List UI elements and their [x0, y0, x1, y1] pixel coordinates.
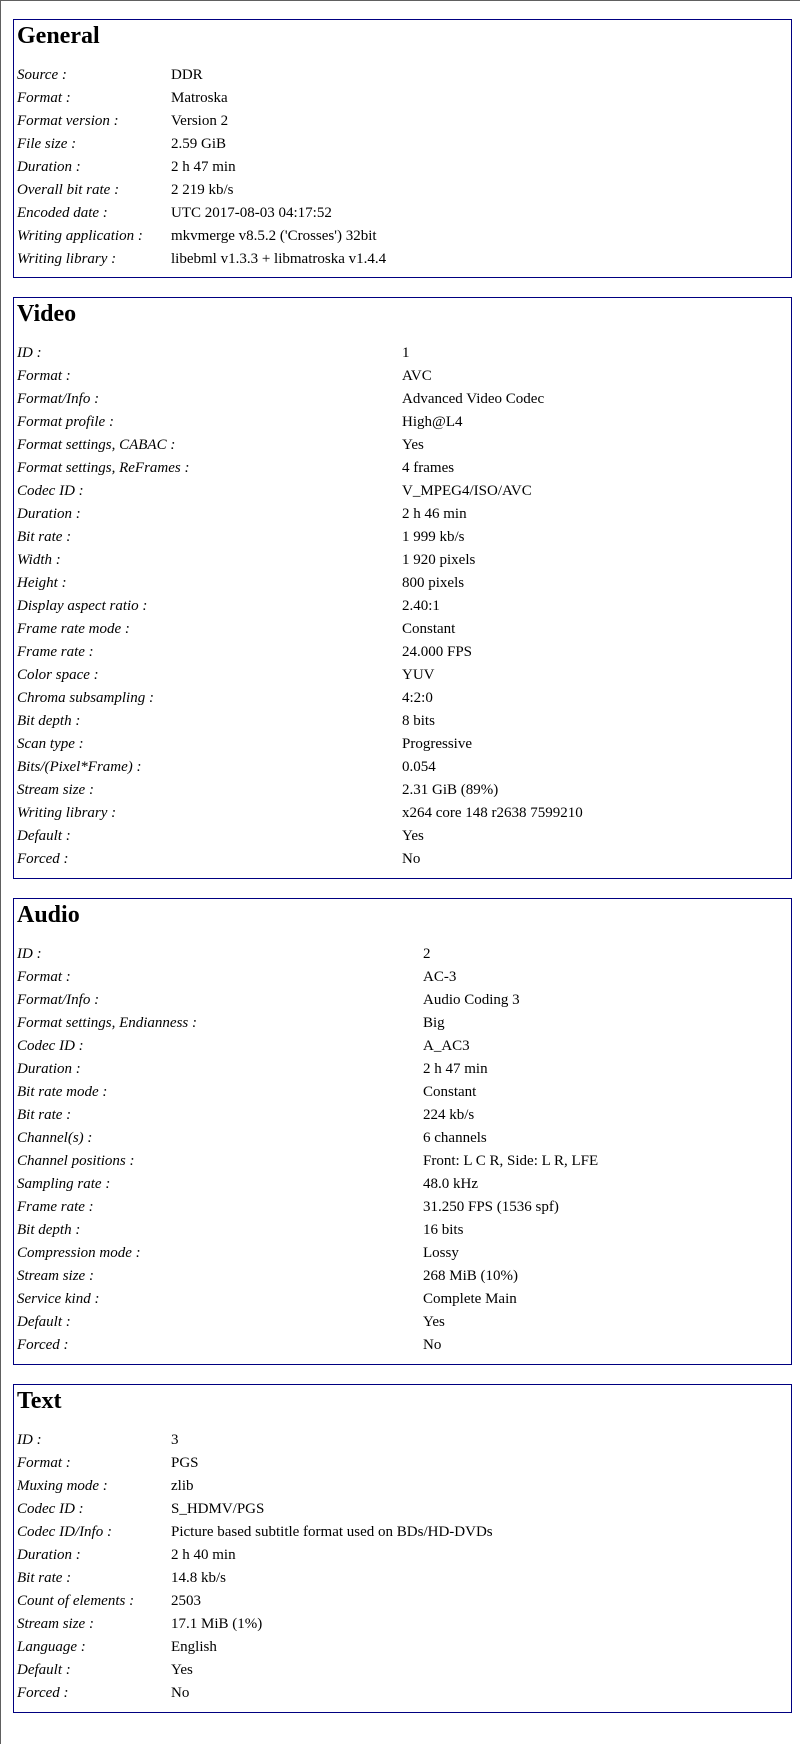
field-value: 6 channels: [423, 1130, 487, 1146]
field-label: Duration :: [17, 159, 81, 175]
general-info-row: [17, 87, 791, 110]
field-value: A_AC3: [423, 1038, 470, 1054]
field-label: ID :: [17, 1432, 42, 1448]
text-info-row: [17, 1613, 791, 1636]
field-value: Audio Coding 3: [423, 992, 520, 1008]
general-info-row: [17, 202, 791, 225]
field-label: Codec ID/Info :: [17, 1524, 112, 1540]
field-value: 4 frames: [402, 460, 455, 476]
field-label: Bit rate mode :: [17, 1084, 108, 1100]
field-value: Yes: [171, 1662, 193, 1678]
field-label: Codec ID :: [17, 483, 84, 499]
video-info-row: [17, 618, 791, 641]
field-value: 17.1 MiB (1%): [171, 1616, 263, 1632]
field-label: Duration :: [17, 1547, 81, 1563]
text-info-row: [17, 1498, 791, 1521]
field-value: 2.59 GiB: [171, 136, 227, 152]
field-value: Yes: [402, 437, 424, 453]
field-label: Duration :: [17, 1061, 81, 1077]
audio-info-row: [17, 1219, 791, 1242]
field-label: Format/Info :: [17, 391, 100, 407]
text-info-row: [17, 1636, 791, 1659]
audio-rows: [14, 931, 791, 1357]
video-info-row: [17, 595, 791, 618]
field-value: Constant: [423, 1084, 477, 1100]
text-rows: [14, 1417, 791, 1705]
field-value: 3: [171, 1432, 179, 1448]
field-label: Format :: [17, 969, 71, 985]
audio-info-row: [17, 1150, 791, 1173]
general-info-row: [17, 133, 791, 156]
audio-info-row: [17, 1012, 791, 1035]
field-label: Format settings, Endianness :: [17, 1015, 197, 1031]
field-label: Channel positions :: [17, 1153, 135, 1169]
field-label: Overall bit rate :: [17, 182, 120, 198]
field-value: 2 h 47 min: [171, 159, 236, 175]
field-value: No: [423, 1337, 442, 1353]
audio-info-row: [17, 1081, 791, 1104]
audio-info-row: [17, 1242, 791, 1265]
field-value: 2.31 GiB (89%): [402, 782, 499, 798]
field-value: Constant: [402, 621, 456, 637]
field-value: 2: [423, 946, 431, 962]
field-label: Count of elements :: [17, 1593, 135, 1609]
field-value: Version 2: [171, 113, 229, 129]
field-value: 1 999 kb/s: [402, 529, 465, 545]
field-label: Source :: [17, 67, 67, 83]
field-label: Forced :: [17, 1337, 69, 1353]
video-info-row: [17, 848, 791, 871]
video-info-row: [17, 365, 791, 388]
field-label: Stream size :: [17, 1616, 94, 1632]
field-label: Format :: [17, 1455, 71, 1471]
field-value: 268 MiB (10%): [423, 1268, 518, 1284]
field-value: YUV: [402, 667, 435, 683]
general-section: [13, 19, 792, 278]
video-info-row: [17, 733, 791, 756]
audio-section: [13, 898, 792, 1365]
video-info-row: [17, 664, 791, 687]
field-value: AVC: [402, 368, 432, 384]
field-value: zlib: [171, 1478, 194, 1494]
audio-info-row: [17, 1334, 791, 1357]
general-info-row: [17, 110, 791, 133]
general-info-row: [17, 248, 791, 271]
field-label: Bit depth :: [17, 713, 81, 729]
video-info-row: [17, 687, 791, 710]
field-value: x264 core 148 r2638 7599210: [402, 805, 583, 821]
field-label: Muxing mode :: [17, 1478, 108, 1494]
field-label: Duration :: [17, 506, 81, 522]
text-info-row: [17, 1475, 791, 1498]
video-rows: [14, 330, 791, 871]
field-value: 8 bits: [402, 713, 435, 729]
field-value: No: [402, 851, 421, 867]
field-value: Advanced Video Codec: [402, 391, 545, 407]
audio-info-row: [17, 989, 791, 1012]
field-label: Writing library :: [17, 805, 117, 821]
audio-info-row: [17, 1127, 791, 1150]
field-value: S_HDMV/PGS: [171, 1501, 265, 1517]
field-label: Frame rate :: [17, 644, 94, 660]
field-value: 0.054: [402, 759, 436, 775]
general-info-row: [17, 64, 791, 87]
field-label: Format settings, ReFrames :: [17, 460, 190, 476]
audio-title: Audio: [17, 902, 80, 928]
field-value: 24.000 FPS: [402, 644, 473, 660]
text-info-row: [17, 1682, 791, 1705]
field-label: Chroma subsampling :: [17, 690, 154, 706]
field-label: Format :: [17, 90, 71, 106]
field-label: Display aspect ratio :: [17, 598, 148, 614]
field-value: Picture based subtitle format used on BDs/HD-DVDs: [171, 1524, 493, 1540]
text-info-row: [17, 1590, 791, 1613]
field-value: 1: [402, 345, 410, 361]
audio-info-row: [17, 1311, 791, 1334]
field-value: 2 h 40 min: [171, 1547, 236, 1563]
field-value: UTC 2017-08-03 04:17:52: [171, 205, 332, 221]
field-value: Yes: [402, 828, 424, 844]
video-info-row: [17, 572, 791, 595]
video-info-row: [17, 411, 791, 434]
field-label: Service kind :: [17, 1291, 100, 1307]
video-info-row: [17, 503, 791, 526]
field-label: Forced :: [17, 1685, 69, 1701]
field-value: PGS: [171, 1455, 199, 1471]
general-info-row: [17, 179, 791, 202]
text-info-row: [17, 1659, 791, 1682]
audio-info-row: [17, 1288, 791, 1311]
video-info-row: [17, 457, 791, 480]
field-label: ID :: [17, 345, 42, 361]
field-value: 224 kb/s: [423, 1107, 475, 1123]
field-label: Writing library :: [17, 251, 117, 267]
field-label: Default :: [17, 828, 71, 844]
field-value: Progressive: [402, 736, 472, 752]
field-label: Stream size :: [17, 782, 94, 798]
field-value: 31.250 FPS (1536 spf): [423, 1199, 559, 1215]
field-value: Complete Main: [423, 1291, 517, 1307]
general-rows: [14, 52, 791, 271]
field-value: English: [171, 1639, 217, 1655]
video-info-row: [17, 388, 791, 411]
field-label: Language :: [17, 1639, 86, 1655]
field-value: 2.40:1: [402, 598, 440, 614]
field-value: AC-3: [423, 969, 457, 985]
field-label: Color space :: [17, 667, 99, 683]
field-value: Matroska: [171, 90, 228, 106]
field-value: V_MPEG4/ISO/AVC: [402, 483, 532, 499]
general-info-row: [17, 156, 791, 179]
field-value: 1 920 pixels: [402, 552, 476, 568]
field-label: Codec ID :: [17, 1501, 84, 1517]
audio-info-row: [17, 1173, 791, 1196]
text-title: Text: [17, 1388, 62, 1414]
field-label: Default :: [17, 1662, 71, 1678]
field-label: Frame rate :: [17, 1199, 94, 1215]
video-section: [13, 297, 792, 879]
field-value: 48.0 kHz: [423, 1176, 478, 1192]
field-value: Lossy: [423, 1245, 459, 1261]
field-label: Default :: [17, 1314, 71, 1330]
video-info-row: [17, 779, 791, 802]
audio-info-row: [17, 1104, 791, 1127]
audio-info-row: [17, 966, 791, 989]
field-label: Compression mode :: [17, 1245, 141, 1261]
field-label: ID :: [17, 946, 42, 962]
text-section: [13, 1384, 792, 1713]
video-title: Video: [17, 301, 77, 327]
field-value: 14.8 kb/s: [171, 1570, 227, 1586]
video-info-row: [17, 825, 791, 848]
field-label: Bit depth :: [17, 1222, 81, 1238]
field-value: mkvmerge v8.5.2 ('Crosses') 32bit: [171, 228, 377, 244]
video-info-row: [17, 756, 791, 779]
field-value: 2 219 kb/s: [171, 182, 234, 198]
video-info-row: [17, 641, 791, 664]
general-title: General: [17, 23, 100, 49]
video-info-row: [17, 802, 791, 825]
field-label: File size :: [17, 136, 77, 152]
field-label: Stream size :: [17, 1268, 94, 1284]
field-value: No: [171, 1685, 190, 1701]
audio-info-row: [17, 1196, 791, 1219]
audio-info-row: [17, 1265, 791, 1288]
field-label: Width :: [17, 552, 61, 568]
field-value: 2 h 46 min: [402, 506, 467, 522]
field-value: 16 bits: [423, 1222, 464, 1238]
field-label: Frame rate mode :: [17, 621, 130, 637]
audio-info-row: [17, 1035, 791, 1058]
text-info-row: [17, 1544, 791, 1567]
text-info-row: [17, 1567, 791, 1590]
field-value: 2503: [171, 1593, 201, 1609]
video-info-row: [17, 434, 791, 457]
field-label: Format settings, CABAC :: [17, 437, 176, 453]
general-info-row: [17, 225, 791, 248]
video-info-row: [17, 480, 791, 503]
field-value: 4:2:0: [402, 690, 433, 706]
field-label: Encoded date :: [17, 205, 108, 221]
text-info-row: [17, 1429, 791, 1452]
audio-info-row: [17, 943, 791, 966]
field-value: 800 pixels: [402, 575, 465, 591]
field-label: Sampling rate :: [17, 1176, 111, 1192]
field-value: libebml v1.3.3 + libmatroska v1.4.4: [171, 251, 387, 267]
video-info-row: [17, 526, 791, 549]
field-value: DDR: [171, 67, 203, 83]
field-value: Front: L C R, Side: L R, LFE: [423, 1153, 599, 1169]
field-label: Bits/(Pixel*Frame) :: [17, 759, 142, 775]
text-info-row: [17, 1521, 791, 1544]
field-label: Height :: [17, 575, 67, 591]
field-label: Channel(s) :: [17, 1130, 93, 1146]
video-info-row: [17, 342, 791, 365]
field-value: Big: [423, 1015, 445, 1031]
field-label: Bit rate :: [17, 1570, 72, 1586]
field-label: Writing application :: [17, 228, 143, 244]
field-label: Codec ID :: [17, 1038, 84, 1054]
audio-info-row: [17, 1058, 791, 1081]
field-label: Forced :: [17, 851, 69, 867]
field-value: 2 h 47 min: [423, 1061, 488, 1077]
field-value: Yes: [423, 1314, 445, 1330]
field-label: Format/Info :: [17, 992, 100, 1008]
field-value: High@L4: [402, 414, 463, 430]
text-info-row: [17, 1452, 791, 1475]
field-label: Format profile :: [17, 414, 114, 430]
field-label: Bit rate :: [17, 529, 72, 545]
video-info-row: [17, 549, 791, 572]
field-label: Bit rate :: [17, 1107, 72, 1123]
field-label: Format version :: [17, 113, 119, 129]
field-label: Format :: [17, 368, 71, 384]
video-info-row: [17, 710, 791, 733]
field-label: Scan type :: [17, 736, 84, 752]
